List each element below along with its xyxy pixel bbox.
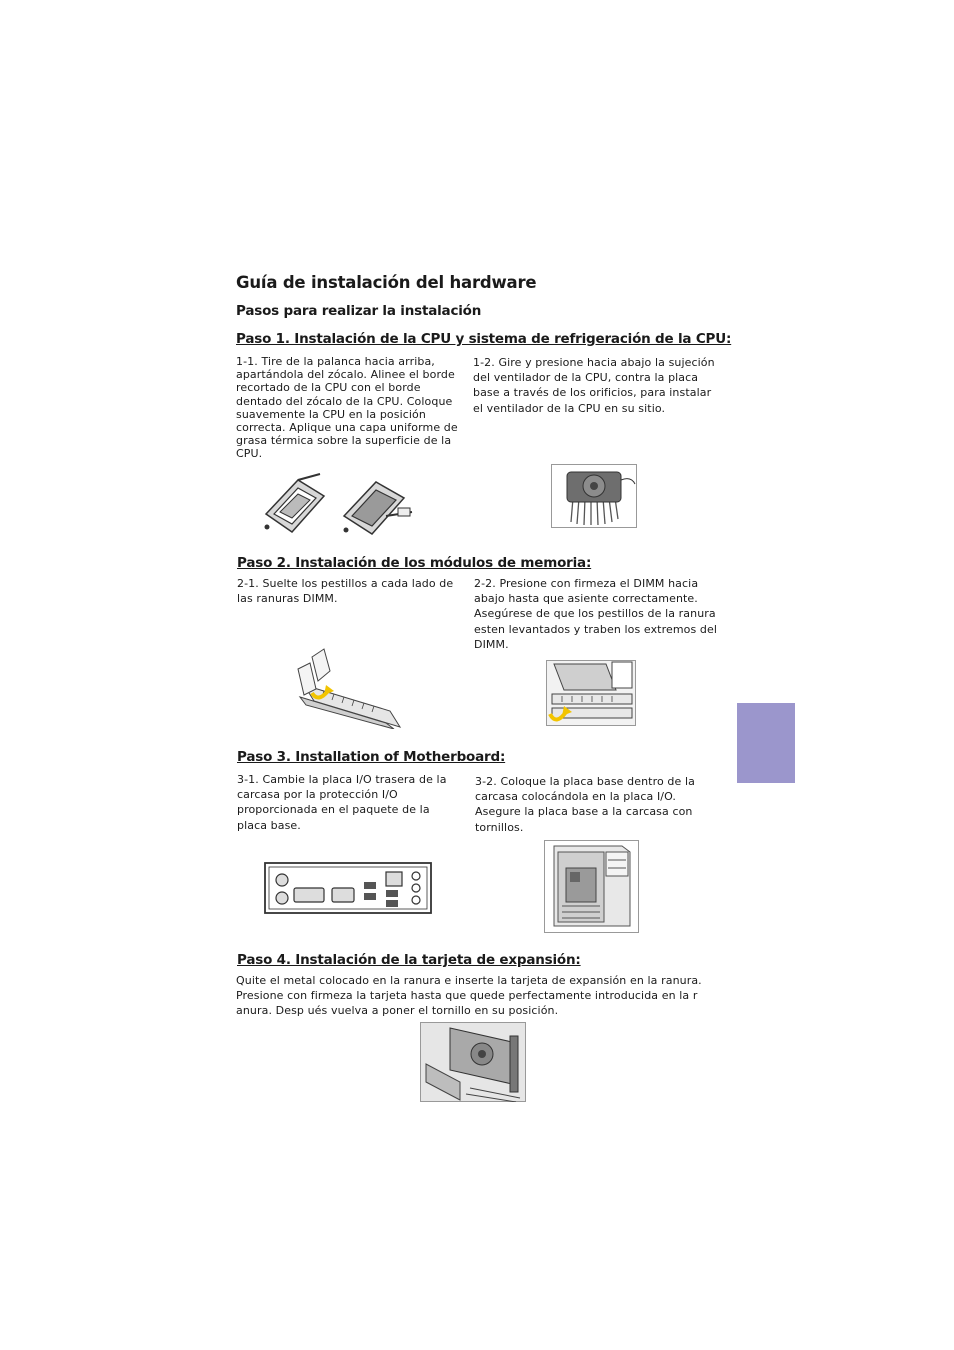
cpu-socket-closed-image [338, 472, 416, 544]
step1-left-text: 1-1. Tire de la palanca hacia arriba, apartándola del zócalo. Alinee el borde recortado de la CPU con el borde dentado del zócalo de la CPU. Coloque suavemente la CPU en la posición correcta. Aplique una capa uniforme de grasa térmica sobre la superficie de la CPU. [236, 355, 458, 461]
pc-case-image [544, 840, 639, 933]
section-side-tab [737, 703, 795, 783]
expansion-card-image [420, 1022, 526, 1102]
page-title: Guía de instalación del hardware [236, 273, 537, 292]
dimm-latch-image [294, 645, 404, 729]
dimm-insert-image [546, 660, 636, 726]
cpu-fan-image [551, 464, 637, 528]
step2-heading: Paso 2. Instalación de los módulos de memoria: [237, 555, 592, 571]
step3-right-text: 3-2. Coloque la placa base dentro de la carcasa colocándola en la placa I/O. Asegure la placa base a la carcasa con tornillos. [475, 775, 695, 834]
step4-text: Quite el metal colocado en la ranura e inserte la tarjeta de expansión en la ranura. Presione con firmeza la tarjeta hasta que quede perfectamente introducida en la r anura. Desp ués vuelva a poner el tornillo en su posición. [236, 974, 702, 1018]
step3-left-text: 3-1. Cambie la placa I/O trasera de la carcasa por la protección I/O proporcionada en el paquete de la placa base. [237, 773, 447, 832]
step1-heading: Paso 1. Instalación de la CPU y sistema de refrigeración de la CPU: [236, 331, 732, 347]
io-shield-image [264, 862, 432, 914]
step4-heading: Paso 4. Instalación de la tarjeta de expansión: [237, 952, 581, 968]
step3-heading: Paso 3. Installation of Motherboard: [237, 749, 506, 765]
step1-right-text: 1-2. Gire y presione hacia abajo la sujeción del ventilador de la CPU, contra la placa base a través de los orificios, para instalar el ventilador de la CPU en su sitio. [473, 356, 715, 415]
cpu-socket-open-image [258, 472, 330, 542]
step2-right-text: 2-2. Presione con firmeza el DIMM hacia abajo hasta que asiente correctamente. Asegúrese de que los pestillos de la ranura esten levantados y traben los extremos del DIMM. [474, 577, 718, 651]
page-subtitle: Pasos para realizar la instalación [236, 303, 482, 319]
step2-left-text: 2-1. Suelte los pestillos a cada lado de las ranuras DIMM. [237, 577, 454, 606]
